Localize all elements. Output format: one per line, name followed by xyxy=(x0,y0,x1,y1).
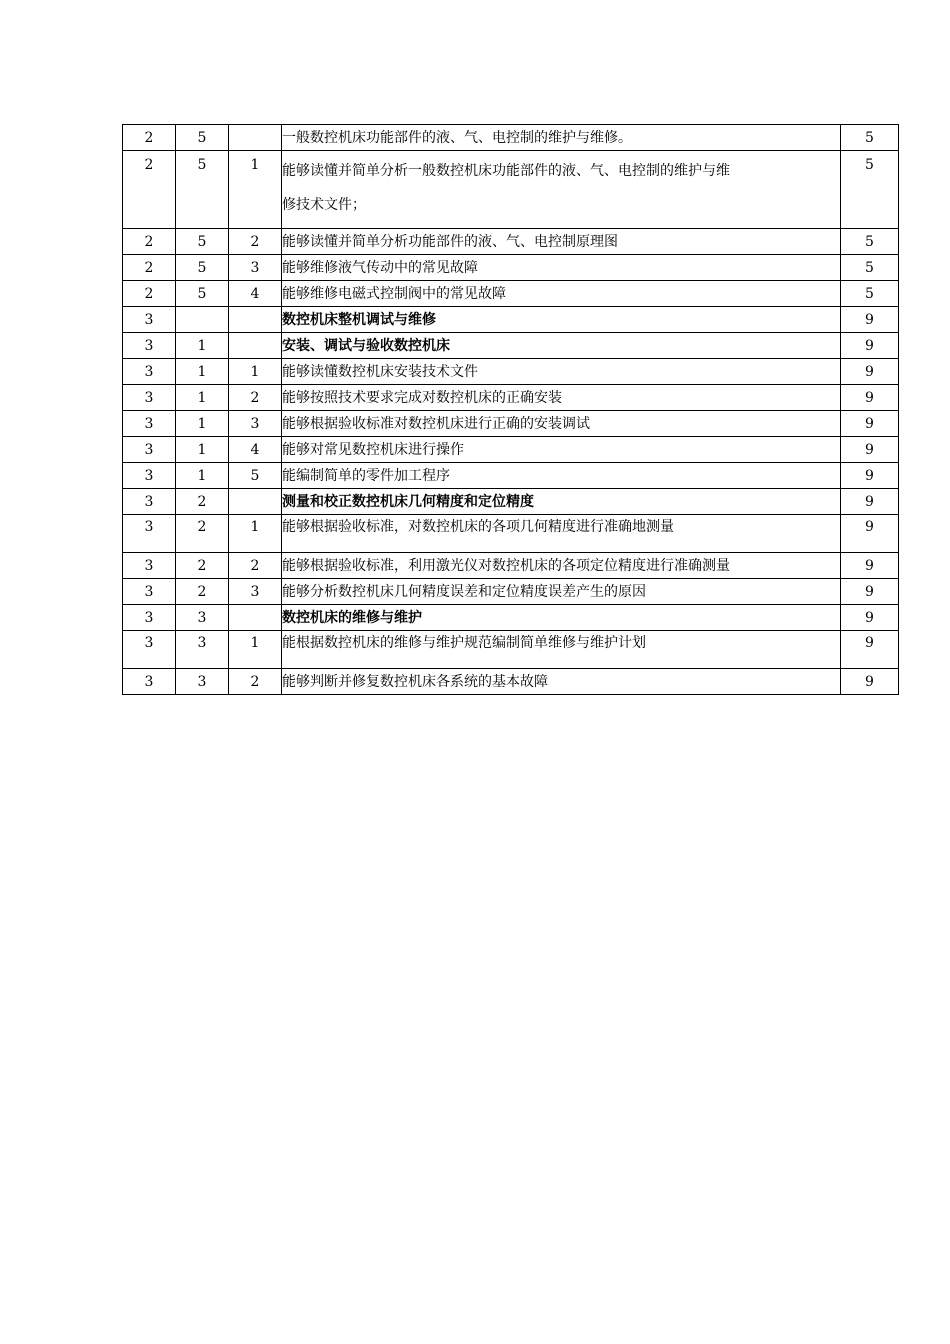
level-2-cell: 1 xyxy=(176,359,229,385)
score-cell: 5 xyxy=(841,255,899,281)
level-1-cell: 3 xyxy=(123,605,176,631)
level-3-cell: 3 xyxy=(229,255,282,281)
score-cell: 9 xyxy=(841,385,899,411)
section-heading-cell: 数控机床整机调试与维修 xyxy=(282,307,841,333)
level-3-cell xyxy=(229,489,282,515)
table-row xyxy=(123,359,899,385)
description-cell: 能够维修液气传动中的常见故障 xyxy=(282,255,841,281)
level-1-cell: 3 xyxy=(123,385,176,411)
table-row xyxy=(123,489,899,515)
level-2-cell: 2 xyxy=(176,515,229,553)
section-heading-cell: 测量和校正数控机床几何精度和定位精度 xyxy=(282,489,841,515)
competency-table xyxy=(122,124,899,695)
level-2-cell: 5 xyxy=(176,255,229,281)
score-cell: 9 xyxy=(841,605,899,631)
level-3-cell: 3 xyxy=(229,411,282,437)
table-row xyxy=(123,125,899,151)
level-3-cell: 4 xyxy=(229,437,282,463)
description-cell xyxy=(282,151,841,229)
section-heading-cell: 数控机床的维修与维护 xyxy=(282,605,841,631)
level-1-cell: 2 xyxy=(123,255,176,281)
level-3-cell: 2 xyxy=(229,229,282,255)
level-2-cell: 5 xyxy=(176,125,229,151)
level-2-cell: 5 xyxy=(176,281,229,307)
table-row xyxy=(123,411,899,437)
level-3-cell: 1 xyxy=(229,515,282,553)
level-1-cell: 2 xyxy=(123,151,176,229)
score-cell: 9 xyxy=(841,359,899,385)
level-1-cell: 3 xyxy=(123,669,176,695)
score-cell: 9 xyxy=(841,437,899,463)
description-line-1: 能够读懂并简单分析一般数控机床功能部件的液、气、电控制的维护与维 xyxy=(282,163,730,179)
level-2-cell: 2 xyxy=(176,553,229,579)
score-cell: 9 xyxy=(841,669,899,695)
level-2-cell: 1 xyxy=(176,385,229,411)
table-row xyxy=(123,333,899,359)
description-cell: 能根据数控机床的维修与维护规范编制简单维修与维护计划 xyxy=(282,631,841,669)
description-cell: 能够根据验收标准，对数控机床的各项几何精度进行准确地测量 xyxy=(282,515,841,553)
level-1-cell: 3 xyxy=(123,463,176,489)
table-row xyxy=(123,463,899,489)
table-row xyxy=(123,669,899,695)
description-cell: 能编制简单的零件加工程序 xyxy=(282,463,841,489)
level-2-cell: 5 xyxy=(176,229,229,255)
table-row xyxy=(123,281,899,307)
description-cell: 能够读懂并简单分析功能部件的液、气、电控制原理图 xyxy=(282,229,841,255)
level-2-cell: 2 xyxy=(176,489,229,515)
table-row xyxy=(123,631,899,669)
level-2-cell: 2 xyxy=(176,579,229,605)
score-cell: 9 xyxy=(841,489,899,515)
level-3-cell: 1 xyxy=(229,359,282,385)
level-2-cell: 3 xyxy=(176,605,229,631)
score-cell: 9 xyxy=(841,553,899,579)
level-2-cell: 1 xyxy=(176,463,229,489)
description-cell: 能够对常见数控机床进行操作 xyxy=(282,437,841,463)
level-2-cell: 3 xyxy=(176,631,229,669)
level-1-cell: 3 xyxy=(123,489,176,515)
level-1-cell: 3 xyxy=(123,359,176,385)
level-2-cell: 1 xyxy=(176,411,229,437)
level-3-cell: 1 xyxy=(229,151,282,229)
description-cell: 能够读懂数控机床安装技术文件 xyxy=(282,359,841,385)
level-3-cell xyxy=(229,307,282,333)
level-3-cell: 1 xyxy=(229,631,282,669)
level-2-cell: 1 xyxy=(176,333,229,359)
score-cell: 9 xyxy=(841,631,899,669)
table-row xyxy=(123,515,899,553)
score-cell: 5 xyxy=(841,125,899,151)
score-cell: 9 xyxy=(841,579,899,605)
level-3-cell: 3 xyxy=(229,579,282,605)
level-1-cell: 3 xyxy=(123,515,176,553)
description-cell: 能够判断并修复数控机床各系统的基本故障 xyxy=(282,669,841,695)
level-1-cell: 2 xyxy=(123,125,176,151)
level-1-cell: 3 xyxy=(123,333,176,359)
level-3-cell xyxy=(229,125,282,151)
table-row xyxy=(123,307,899,333)
level-1-cell: 3 xyxy=(123,437,176,463)
score-cell: 9 xyxy=(841,463,899,489)
level-3-cell: 2 xyxy=(229,385,282,411)
table-row xyxy=(123,229,899,255)
description-cell: 能够维修电磁式控制阀中的常见故障 xyxy=(282,281,841,307)
score-cell: 5 xyxy=(841,151,899,229)
level-2-cell: 5 xyxy=(176,151,229,229)
score-cell: 9 xyxy=(841,307,899,333)
table-row xyxy=(123,605,899,631)
level-3-cell xyxy=(229,333,282,359)
level-1-cell: 3 xyxy=(123,411,176,437)
level-1-cell: 3 xyxy=(123,579,176,605)
level-3-cell: 2 xyxy=(229,553,282,579)
description-cell: 一般数控机床功能部件的液、气、电控制的维护与维修。 xyxy=(282,125,841,151)
table-row xyxy=(123,437,899,463)
level-3-cell: 2 xyxy=(229,669,282,695)
table-row xyxy=(123,255,899,281)
level-1-cell: 3 xyxy=(123,553,176,579)
level-1-cell: 3 xyxy=(123,307,176,333)
description-cell: 能够根据验收标准，利用激光仪对数控机床的各项定位精度进行准确测量 xyxy=(282,553,841,579)
level-2-cell xyxy=(176,307,229,333)
score-cell: 9 xyxy=(841,515,899,553)
level-3-cell xyxy=(229,605,282,631)
description-cell: 能够根据验收标准对数控机床进行正确的安装调试 xyxy=(282,411,841,437)
section-heading-cell: 安装、调试与验收数控机床 xyxy=(282,333,841,359)
score-cell: 9 xyxy=(841,333,899,359)
level-3-cell: 4 xyxy=(229,281,282,307)
table-row xyxy=(123,385,899,411)
level-1-cell: 3 xyxy=(123,631,176,669)
description-line-2: 修技术文件； xyxy=(282,197,366,213)
table-row xyxy=(123,553,899,579)
table-row xyxy=(123,579,899,605)
table-row xyxy=(123,151,899,229)
score-cell: 5 xyxy=(841,281,899,307)
level-1-cell: 2 xyxy=(123,229,176,255)
description-cell: 能够按照技术要求完成对数控机床的正确安装 xyxy=(282,385,841,411)
level-3-cell: 5 xyxy=(229,463,282,489)
score-cell: 5 xyxy=(841,229,899,255)
score-cell: 9 xyxy=(841,411,899,437)
level-2-cell: 1 xyxy=(176,437,229,463)
level-1-cell: 2 xyxy=(123,281,176,307)
level-2-cell: 3 xyxy=(176,669,229,695)
description-cell: 能够分析数控机床几何精度误差和定位精度误差产生的原因 xyxy=(282,579,841,605)
